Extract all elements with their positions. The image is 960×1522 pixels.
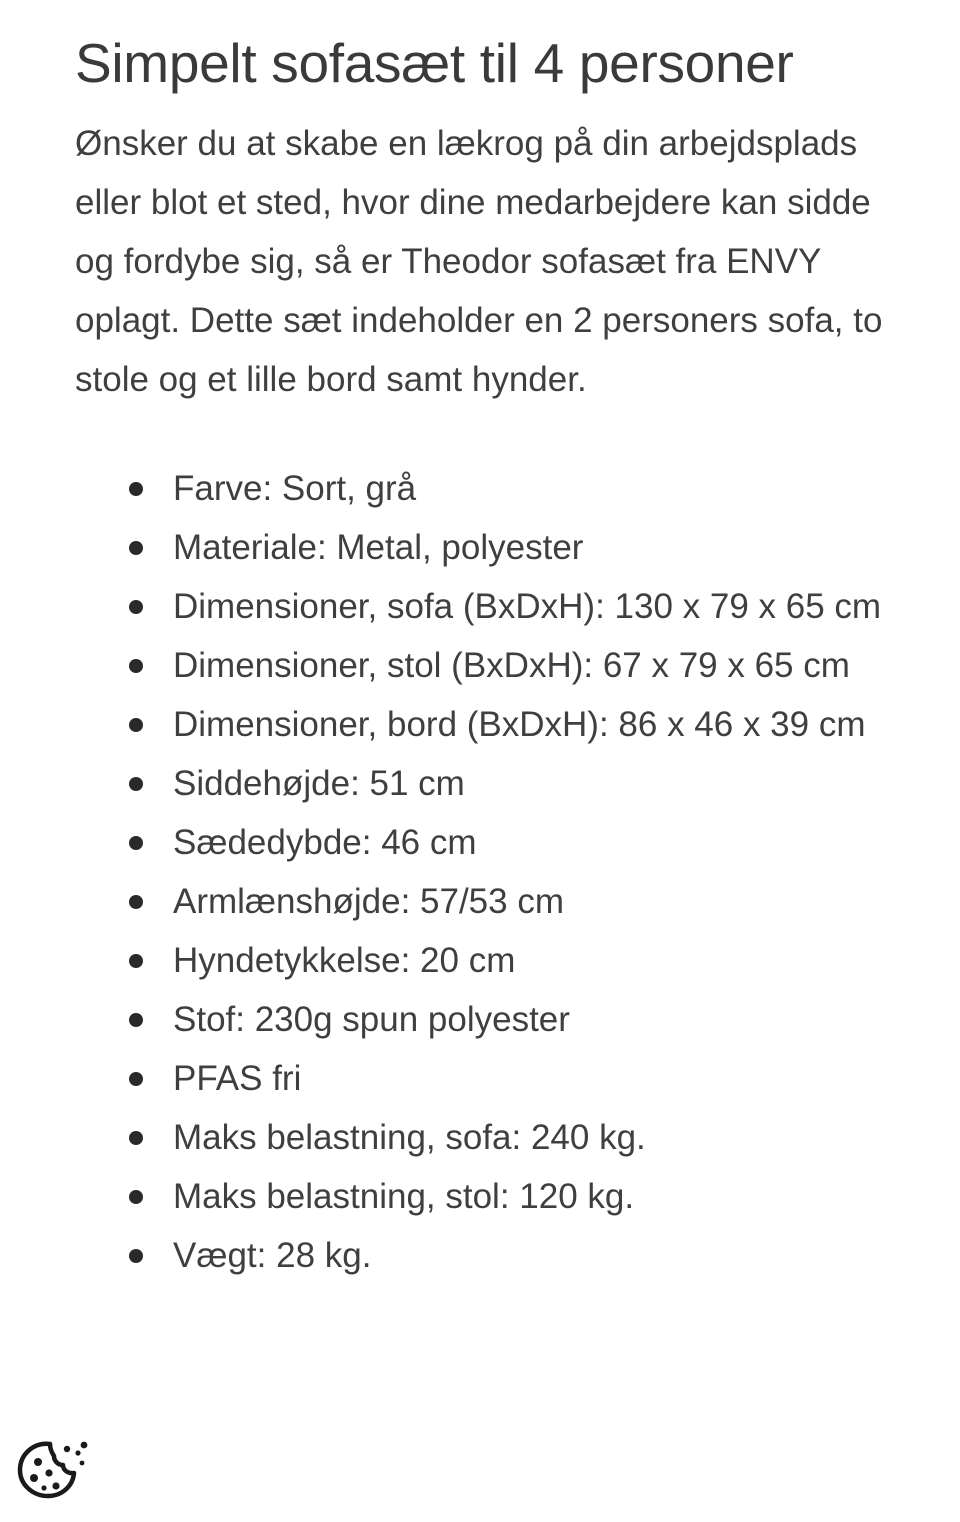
bullet bbox=[129, 482, 143, 496]
cookie-icon bbox=[14, 1436, 90, 1502]
spec-item: Hyndetykkelse: 20 cm bbox=[75, 931, 895, 990]
spec-item: PFAS fri bbox=[75, 1049, 895, 1108]
product-title: Simpelt sofasæt til 4 personer bbox=[75, 32, 794, 94]
bullet bbox=[129, 954, 143, 968]
bullet bbox=[129, 659, 143, 673]
bullet bbox=[129, 541, 143, 555]
bullet bbox=[129, 718, 143, 732]
spec-item: Maks belastning, stol: 120 kg. bbox=[75, 1167, 895, 1226]
product-content bbox=[75, 28, 895, 1285]
spec-item: Dimensioner, stol (BxDxH): 67 x 79 x 65 cm bbox=[75, 636, 895, 695]
bullet bbox=[129, 600, 143, 614]
bullet bbox=[129, 1190, 143, 1204]
cookie-settings-button[interactable] bbox=[14, 1436, 90, 1502]
spec-item: Maks belastning, sofa: 240 kg. bbox=[75, 1108, 895, 1167]
spec-item: Sædedybde: 46 cm bbox=[75, 813, 895, 872]
spec-item: Vægt: 28 kg. bbox=[75, 1226, 895, 1285]
spec-item: Stof: 230g spun polyester bbox=[75, 990, 895, 1049]
bullet bbox=[129, 1131, 143, 1145]
bullet bbox=[129, 836, 143, 850]
bullet bbox=[129, 895, 143, 909]
spec-item: Siddehøjde: 51 cm bbox=[75, 754, 895, 813]
product-description: Ønsker du at skabe en lækrog på din arbejdsplads eller blot et sted, hvor dine medarbejdere kan sidde og fordybe sig, så er Theodor sofasæt fra ENVY oplagt. Dette sæt indeholder en 2 personers sofa, to stole og et lille bord samt hynder. bbox=[75, 124, 883, 399]
spec-item: Materiale: Metal, polyester bbox=[75, 518, 895, 577]
bullet bbox=[129, 1013, 143, 1027]
bullet bbox=[129, 1072, 143, 1086]
spec-item: Armlænshøjde: 57/53 cm bbox=[75, 872, 895, 931]
bullet bbox=[129, 1249, 143, 1263]
spec-item: Dimensioner, sofa (BxDxH): 130 x 79 x 65 cm bbox=[75, 577, 895, 636]
spec-list bbox=[75, 459, 895, 1285]
spec-item: Farve: Sort, grå bbox=[75, 459, 895, 518]
bullet bbox=[129, 777, 143, 791]
spec-item: Dimensioner, bord (BxDxH): 86 x 46 x 39 cm bbox=[75, 695, 895, 754]
